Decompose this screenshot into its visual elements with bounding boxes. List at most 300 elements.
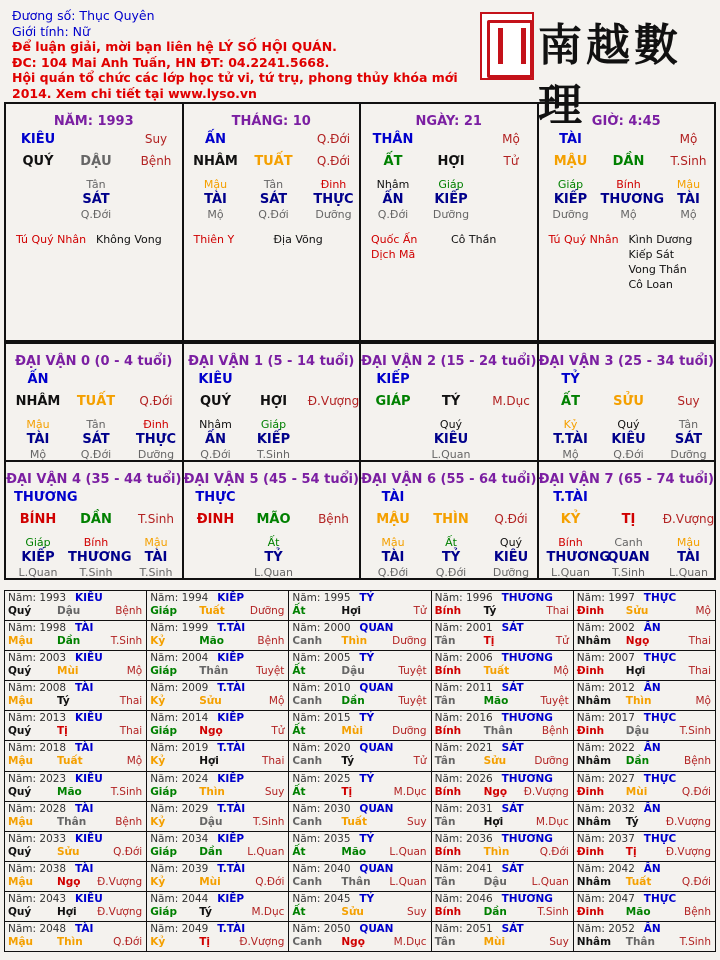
life-stage: Bệnh: [140, 154, 172, 168]
pillar-cell: [6, 104, 184, 342]
heavenly-stem: NHÂM: [15, 394, 61, 409]
year-cell: [289, 862, 431, 892]
hidden-stem: Giáp: [260, 418, 287, 431]
year-cell: [432, 802, 574, 832]
hidden-stem: Tân: [263, 178, 284, 191]
annual-years-grid: [4, 590, 716, 952]
year-branch: Tị: [199, 935, 210, 948]
year-label: Năm: 2003: [8, 652, 67, 665]
pillar-cell: [539, 104, 717, 342]
hidden-stage: L.Quan: [551, 566, 590, 579]
hidden-stem: Bính: [83, 536, 109, 549]
year-label: Năm: 2023: [8, 772, 67, 785]
hidden-stem: Canh: [614, 536, 643, 549]
year-stage: M.Dục: [393, 935, 427, 948]
year-cell: [289, 711, 431, 741]
year-label: Năm: 2042: [576, 862, 635, 875]
year-stage: Suy: [264, 785, 285, 798]
year-label: Năm: 2002: [576, 622, 635, 635]
hidden-god: TÀI: [26, 432, 50, 447]
year-stem: Nhâm: [576, 875, 612, 888]
year-stem: Ất: [292, 665, 306, 678]
earthly-branch: TUẤT: [76, 394, 116, 409]
year-cell: [432, 591, 574, 621]
year-stem: Canh: [292, 695, 323, 708]
year-god: QUAN: [359, 862, 394, 875]
hidden-stage: Q.Đới: [435, 566, 467, 579]
star: Kiếp Sát: [628, 248, 675, 261]
year-label: Năm: 2016: [434, 712, 493, 725]
year-label: Năm: 2037: [576, 832, 635, 845]
year-label: Năm: 2030: [292, 802, 351, 815]
hidden-god: THƯƠNG: [600, 192, 665, 207]
year-stage: Tuyệt: [398, 695, 427, 708]
year-god: ẤN: [643, 622, 661, 635]
year-label: Năm: 2008: [8, 682, 67, 695]
hidden-god: KIÊU: [433, 432, 469, 447]
year-label: Năm: 2009: [150, 682, 209, 695]
year-label: Năm: 1999: [150, 622, 209, 635]
year-label: Năm: 2036: [434, 832, 493, 845]
year-label: Năm: 1995: [292, 592, 351, 604]
ten-god: KIÊU: [198, 372, 233, 387]
year-god: SÁT: [501, 802, 524, 815]
pillar-title: NGÀY: 21: [415, 114, 482, 129]
hidden-stage: Dưỡng: [552, 208, 589, 221]
earthly-branch: DẦN: [80, 512, 112, 527]
year-stage: Tuyệt: [256, 665, 285, 678]
year-stem: Quý: [8, 785, 32, 798]
dai-van-cell: [361, 462, 539, 580]
year-branch: Sửu: [57, 845, 80, 858]
year-cell: [432, 922, 574, 952]
year-cell: [574, 651, 716, 681]
year-branch: Dậu: [341, 665, 365, 678]
year-god: THƯƠNG: [501, 892, 553, 905]
year-cell: [289, 892, 431, 922]
star: Cô Thần: [451, 233, 497, 246]
year-cell: [147, 802, 289, 832]
year-branch: Thìn: [341, 635, 368, 648]
year-cell: [147, 651, 289, 681]
year-stage: Bệnh: [684, 755, 711, 768]
hidden-stem: Nhâm: [376, 178, 410, 191]
year-god: T.TÀI: [217, 802, 246, 815]
year-label: Năm: 2028: [8, 802, 67, 815]
hidden-stage: L.Quan: [669, 566, 708, 579]
ten-god: THỰC: [195, 490, 236, 505]
year-branch: Thân: [625, 935, 655, 948]
name-line: Đương số: Thục Quyên: [12, 8, 155, 23]
year-branch: Tuất: [199, 605, 225, 617]
earthly-branch: HỢI: [259, 394, 288, 409]
year-stage: Tử: [555, 635, 569, 648]
year-stem: Kỷ: [150, 755, 166, 768]
stars-right: [451, 232, 496, 247]
hidden-stem: Ất: [445, 536, 457, 549]
year-branch: Thân: [483, 725, 513, 738]
heavenly-stem: QUÝ: [22, 154, 54, 169]
year-cell: [5, 832, 147, 862]
hidden-stem: Đinh: [143, 418, 169, 431]
life-stage: Đ.Vượng: [307, 394, 360, 408]
year-stem: Đinh: [576, 605, 605, 617]
year-branch: Thìn: [199, 785, 225, 798]
year-branch: Dần: [625, 755, 650, 768]
year-branch: Tị: [625, 845, 637, 858]
year-cell: [5, 922, 147, 952]
year-branch: Mão: [57, 785, 82, 798]
life-stage: M.Dục: [492, 394, 530, 408]
year-god: KIẾP: [217, 592, 245, 604]
year-branch: Ngọ: [57, 875, 81, 888]
year-branch: Dậu: [625, 725, 650, 738]
year-branch: Thìn: [625, 695, 652, 708]
year-cell: [574, 741, 716, 771]
year-label: Năm: 2034: [150, 832, 209, 845]
year-stage: M.Dục: [535, 815, 569, 828]
year-god: TỶ: [359, 592, 375, 604]
hidden-stem: Quý: [617, 418, 640, 431]
year-stem: Kỷ: [150, 875, 166, 888]
year-stem: Bính: [434, 845, 462, 858]
stars-right: [96, 232, 162, 247]
hidden-god: KIẾP: [21, 550, 55, 565]
stars-left: [16, 232, 86, 247]
hidden-stem: Đinh: [320, 178, 347, 191]
year-stage: Q.Đới: [681, 785, 711, 798]
dai-van-title: ĐẠI VẬN 0 (0 - 4 tuổi): [15, 354, 173, 369]
year-branch: Tuất: [625, 875, 652, 888]
year-god: SÁT: [501, 682, 524, 695]
stars-left: [549, 232, 619, 247]
hidden-stem: Bính: [616, 178, 641, 191]
year-cell: [5, 591, 147, 621]
year-stem: Mậu: [8, 695, 34, 708]
year-cell: [289, 621, 431, 651]
heavenly-stem: ĐINH: [196, 512, 235, 527]
year-branch: Sửu: [625, 605, 649, 617]
ten-god: THÂN: [372, 132, 414, 147]
year-stem: Ất: [292, 785, 306, 798]
year-branch: Mão: [625, 905, 651, 918]
life-stage: Suy: [677, 394, 700, 408]
year-stem: Nhâm: [576, 755, 612, 768]
year-god: ẤN: [643, 922, 661, 935]
year-stem: Đinh: [576, 785, 605, 798]
hidden-stem: Tân: [86, 418, 106, 431]
year-branch: Mùi: [199, 875, 221, 888]
year-god: SÁT: [501, 742, 524, 755]
year-stem: Giáp: [150, 725, 178, 738]
year-stem: Bính: [434, 725, 462, 738]
year-stem: Tân: [434, 635, 456, 648]
earthly-branch: TUẤT: [254, 154, 293, 169]
year-cell: [5, 862, 147, 892]
earthly-branch: MÃO: [256, 512, 291, 527]
year-cell: [289, 922, 431, 952]
year-stem: Giáp: [150, 665, 178, 678]
star: Tú Quý Nhân: [548, 233, 619, 246]
year-god: THƯƠNG: [501, 832, 553, 845]
year-branch: Hợi: [625, 665, 646, 678]
year-stage: Mộ: [126, 755, 143, 768]
year-stem: Canh: [292, 635, 323, 648]
star: Tú Quý Nhân: [16, 233, 87, 246]
year-god: SÁT: [501, 622, 524, 635]
year-branch: Thân: [57, 815, 87, 828]
year-god: THỰC: [643, 712, 677, 725]
year-branch: Tý: [625, 815, 639, 828]
year-stage: Mộ: [695, 605, 711, 617]
hidden-stem: Bính: [558, 536, 583, 549]
hidden-stage: Dưỡng: [137, 448, 175, 461]
year-god: THƯƠNG: [501, 652, 553, 665]
state: Q.Đới: [316, 132, 351, 146]
year-label: Năm: 2018: [8, 742, 67, 755]
state: Mộ: [502, 132, 520, 146]
year-stem: Ất: [292, 605, 306, 617]
hidden-stem: Tân: [86, 178, 106, 191]
year-cell: [5, 621, 147, 651]
year-stem: Kỷ: [150, 815, 166, 828]
ten-god: ẤN: [27, 372, 49, 387]
hidden-god: SÁT: [82, 192, 110, 207]
year-god: KIÊU: [75, 772, 103, 785]
year-label: Năm: 2047: [576, 892, 635, 905]
year-stage: Đ.Vượng: [665, 845, 711, 858]
year-stem: Đinh: [576, 905, 605, 918]
hidden-stem: Mậu: [26, 418, 50, 431]
star: Kình Dương: [628, 233, 693, 246]
year-stem: Mậu: [8, 635, 34, 648]
year-cell: [289, 681, 431, 711]
year-stem: Canh: [292, 875, 323, 888]
year-cell: [147, 621, 289, 651]
hidden-stem: Quý: [439, 418, 463, 431]
hidden-stem: Giáp: [25, 536, 51, 549]
year-cell: [574, 802, 716, 832]
year-stage: T.Sinh: [110, 635, 143, 648]
year-branch: Ngọ: [483, 785, 508, 798]
year-cell: [147, 741, 289, 771]
year-god: TÀI: [75, 922, 94, 935]
hidden-stage: Dưỡng: [492, 566, 530, 579]
state: Mộ: [679, 132, 698, 146]
year-branch: Mão: [341, 845, 367, 858]
year-cell: [5, 651, 147, 681]
year-cell: [289, 832, 431, 862]
year-stem: Tân: [434, 755, 456, 768]
pillar-cell: [184, 104, 362, 342]
year-branch: Dần: [199, 845, 223, 858]
year-stage: Tử: [413, 605, 427, 617]
star: Dịch Mã: [371, 248, 416, 261]
year-branch: Mùi: [341, 725, 363, 738]
year-label: Năm: 2014: [150, 712, 209, 725]
year-branch: Ngọ: [625, 635, 650, 648]
year-stem: Đinh: [576, 725, 605, 738]
dai-van-title: ĐẠI VẬN 3 (25 - 34 tuổi): [538, 354, 714, 369]
year-label: Năm: 2039: [150, 862, 209, 875]
year-branch: Dậu: [483, 875, 507, 888]
hidden-stage: L.Quan: [431, 448, 471, 461]
year-god: KIẾP: [217, 892, 245, 905]
year-branch: Hợi: [57, 905, 77, 918]
year-god: KIẾP: [217, 772, 245, 785]
year-branch: Hợi: [199, 755, 219, 768]
year-stem: Nhâm: [576, 815, 612, 828]
earthly-branch: HỢI: [437, 154, 465, 169]
dai-van-cell: [184, 344, 362, 462]
year-god: QUAN: [359, 922, 394, 935]
year-stem: Bính: [434, 605, 462, 617]
year-cell: [432, 681, 574, 711]
year-branch: Mùi: [625, 785, 648, 798]
year-stage: Tuyệt: [398, 665, 427, 678]
year-god: QUAN: [359, 622, 394, 635]
hidden-god: TỶ: [441, 550, 461, 565]
earthly-branch: DẬU: [80, 154, 112, 169]
year-god: TỶ: [359, 832, 375, 845]
hidden-stage: Q.Đới: [377, 566, 409, 579]
year-stem: Đinh: [576, 845, 605, 858]
star: Địa Võng: [273, 233, 323, 246]
hidden-stem: Mậu: [676, 178, 701, 191]
dai-van-title: ĐẠI VẬN 1 (5 - 14 tuổi): [188, 354, 355, 369]
year-cell: [5, 802, 147, 832]
year-stage: L.Quan: [247, 845, 285, 858]
hidden-stage: Q.Đới: [377, 208, 409, 221]
year-stage: Tuyệt: [540, 695, 569, 708]
hidden-stage: L.Quan: [254, 566, 293, 579]
hidden-god: KIẾP: [256, 432, 291, 447]
year-stem: Canh: [292, 935, 323, 948]
star: Vong Thần: [628, 263, 687, 276]
year-stage: L.Quan: [531, 875, 569, 888]
year-stage: Suy: [549, 935, 569, 948]
year-stem: Ất: [292, 725, 306, 738]
year-label: Năm: 2043: [8, 892, 67, 905]
year-stem: Tân: [434, 935, 456, 948]
life-stage: Đ.Vượng: [662, 512, 715, 526]
heavenly-stem: KỶ: [560, 512, 581, 527]
year-branch: Dần: [57, 635, 81, 648]
hidden-stage: Mộ: [562, 448, 579, 461]
stars-right: [274, 232, 323, 247]
life-stage: Q.Đới: [316, 154, 351, 168]
year-label: Năm: 2007: [576, 652, 635, 665]
year-label: Năm: 1996: [434, 592, 493, 604]
year-stage: Q.Đới: [681, 875, 711, 888]
year-branch: Hợi: [341, 605, 361, 617]
heavenly-stem: GIÁP: [375, 394, 411, 409]
dai-van-cell: [184, 462, 362, 580]
year-cell: [574, 621, 716, 651]
year-god: T.TÀI: [217, 622, 246, 635]
year-label: Năm: 1993: [8, 592, 67, 604]
year-god: ẤN: [643, 862, 661, 875]
year-god: KIÊU: [75, 652, 103, 665]
year-branch: Thân: [341, 875, 371, 888]
year-label: Năm: 2015: [292, 712, 351, 725]
year-stage: Thai: [546, 605, 569, 617]
year-cell: [432, 711, 574, 741]
year-stem: Ất: [292, 845, 306, 858]
life-stage: Bệnh: [318, 512, 349, 526]
hidden-god: T.TÀI: [553, 432, 588, 447]
year-cell: [289, 741, 431, 771]
year-stage: Đ.Vượng: [97, 875, 143, 888]
year-god: T.TÀI: [217, 922, 246, 935]
year-stage: Bệnh: [115, 815, 143, 828]
earthly-branch: THÌN: [433, 512, 469, 527]
year-label: Năm: 2033: [8, 832, 67, 845]
year-stem: Mậu: [8, 755, 34, 768]
year-branch: Mão: [483, 695, 509, 708]
heavenly-stem: NHÂM: [193, 154, 238, 169]
pillar-title: THÁNG: 10: [231, 114, 311, 129]
year-branch: Tuất: [57, 755, 83, 768]
hidden-stage: Mộ: [207, 208, 224, 221]
earthly-branch: DẦN: [612, 154, 645, 169]
hidden-god: ẤN: [382, 192, 404, 207]
year-cell: [5, 741, 147, 771]
hidden-stage: T.Sinh: [257, 448, 290, 461]
pillar-title: NĂM: 1993: [53, 114, 134, 129]
year-stage: Q.Đới: [113, 845, 143, 858]
year-label: Năm: 2025: [292, 772, 351, 785]
dai-van-title: ĐẠI VẬN 4 (35 - 44 tuổi): [6, 472, 182, 487]
year-stem: Giáp: [150, 845, 178, 858]
year-stem: Bính: [434, 905, 462, 918]
year-god: KIÊU: [75, 592, 103, 604]
hidden-god: TÀI: [204, 192, 227, 207]
year-label: Năm: 2040: [292, 862, 351, 875]
dai-van-title: ĐẠI VẬN 5 (45 - 54 tuổi): [183, 472, 359, 487]
heavenly-stem: ẤT: [561, 394, 580, 409]
dai-van-grid: [4, 342, 716, 580]
hidden-god: KIÊU: [493, 550, 529, 565]
hidden-stage: T.Sinh: [79, 566, 113, 579]
year-cell: [574, 591, 716, 621]
dai-van-cell: [361, 344, 539, 462]
year-label: Năm: 2049: [150, 922, 209, 935]
year-branch: Thìn: [57, 935, 83, 948]
year-stage: T.Sinh: [537, 905, 569, 918]
year-god: SÁT: [501, 922, 524, 935]
year-god: T.TÀI: [217, 862, 246, 875]
year-stem: Tân: [434, 815, 456, 828]
year-label: Năm: 2026: [434, 772, 493, 785]
year-cell: [147, 892, 289, 922]
year-cell: [289, 651, 431, 681]
year-god: TÀI: [75, 682, 94, 695]
hidden-god: QUAN: [607, 550, 650, 565]
hidden-stage: Mộ: [29, 448, 47, 461]
earthly-branch: SỬU: [613, 394, 644, 409]
year-god: TÀI: [75, 742, 94, 755]
year-stage: Q.Đới: [113, 935, 143, 948]
hidden-god: SÁT: [82, 432, 110, 447]
star: Thiên Y: [193, 233, 235, 246]
year-stage: T.Sinh: [252, 815, 285, 828]
year-stage: Tử: [271, 725, 285, 738]
year-stage: Q.Đới: [255, 875, 285, 888]
ten-god: T.TÀI: [553, 490, 588, 505]
dai-van-cell: [539, 462, 717, 580]
year-label: Năm: 2000: [292, 622, 351, 635]
